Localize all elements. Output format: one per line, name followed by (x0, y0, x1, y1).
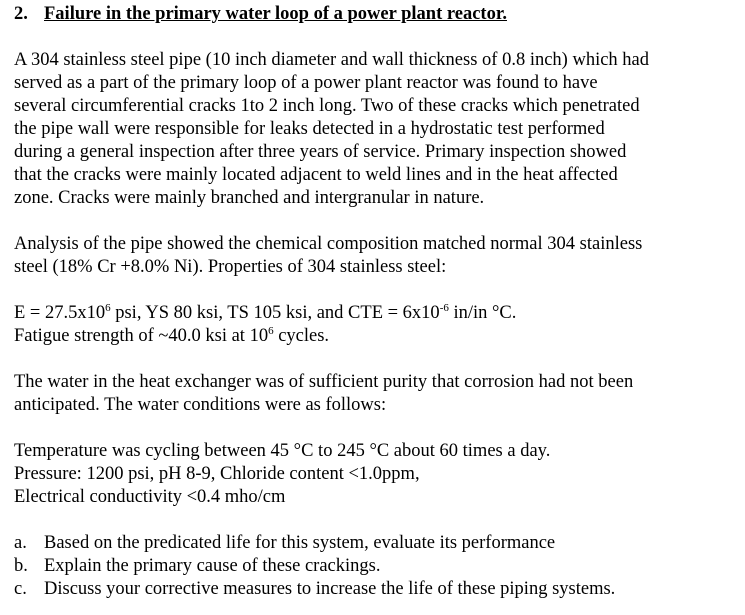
modulus-exponent: 6 (105, 302, 111, 314)
modulus-middle: psi, YS 80 ksi, TS 105 ksi, and CTE = 6x10 (110, 303, 440, 323)
question-marker: c. (14, 579, 27, 599)
condition-line: Electrical conductivity <0.4 mho/cm (14, 487, 286, 507)
condition-line: Temperature was cycling between 45 °C to 245 °C about 60 times a day. (14, 441, 551, 461)
problem-number: 2. (14, 4, 28, 24)
problem-heading (14, 3, 739, 26)
question-item (14, 555, 739, 578)
questions-list (14, 532, 739, 601)
fatigue-exponent: 6 (268, 325, 274, 337)
spacer (14, 417, 739, 440)
modulus-prefix: E = 27.5x10 (14, 303, 106, 323)
intro-line: the pipe wall were responsible for leaks detected in a hydrostatic test performed (14, 119, 605, 139)
water-paragraph (14, 371, 739, 417)
fatigue-suffix: cycles. (273, 326, 330, 346)
intro-line: that the cracks were mainly located adjacent to weld lines and in the heat affected (14, 165, 618, 185)
modulus-line (14, 302, 739, 325)
intro-line: several circumferential cracks 1to 2 inch long. Two of these cracks which penetrated (14, 96, 640, 116)
question-text: Based on the predicated life for this system, evaluate its performance (44, 533, 556, 553)
fatigue-prefix: Fatigue strength of ~40.0 ksi at 10 (14, 326, 269, 346)
intro-paragraph (14, 49, 739, 210)
question-item (14, 578, 739, 601)
analysis-paragraph (14, 233, 739, 279)
condition-line: Pressure: 1200 psi, pH 8-9, Chloride content <1.0ppm, (14, 464, 420, 484)
spacer (14, 509, 739, 532)
spacer (14, 210, 739, 233)
intro-line: A 304 stainless steel pipe (10 inch diameter and wall thickness of 0.8 inch) which had (14, 50, 650, 70)
question-item (14, 532, 739, 555)
spacer (14, 279, 739, 302)
analysis-line: Analysis of the pipe showed the chemical composition matched normal 304 stainless (14, 234, 643, 254)
fatigue-line (14, 325, 739, 348)
conditions-block (14, 440, 739, 509)
water-line: anticipated. The water conditions were as follows: (14, 395, 387, 415)
spacer (14, 348, 739, 371)
problem-document (14, 3, 739, 601)
intro-line: served as a part of the primary loop of a power plant reactor was found to have (14, 73, 598, 93)
spacer (14, 26, 739, 49)
question-text: Explain the primary cause of these crackings. (44, 556, 381, 576)
analysis-line: steel (18% Cr +8.0% Ni). Properties of 304 stainless steel: (14, 257, 447, 277)
cte-exponent: -6 (439, 302, 449, 314)
intro-line: during a general inspection after three years of service. Primary inspection showed (14, 142, 627, 162)
intro-line: zone. Cracks were mainly branched and intergranular in nature. (14, 188, 485, 208)
water-line: The water in the heat exchanger was of sufficient purity that corrosion had not been (14, 372, 634, 392)
problem-title: Failure in the primary water loop of a power plant reactor. (44, 4, 507, 24)
modulus-suffix: in/in °C. (448, 303, 517, 323)
properties-block (14, 302, 739, 348)
question-text: Discuss your corrective measures to increase the life of these piping systems. (44, 579, 616, 599)
question-marker: b. (14, 556, 28, 576)
question-marker: a. (14, 533, 27, 553)
